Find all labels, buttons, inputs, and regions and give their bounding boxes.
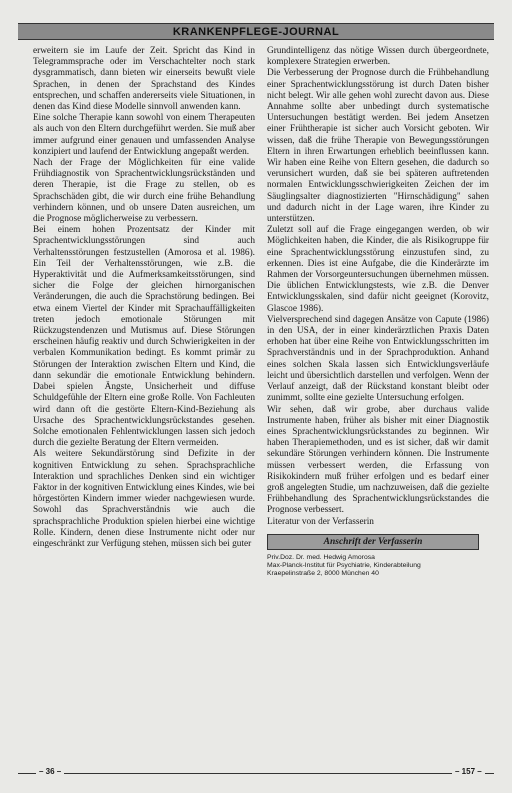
- left-page-number: – 36 –: [36, 767, 64, 776]
- right-page-number: – 157 –: [452, 767, 485, 776]
- paragraph: erweitern sie im Laufe der Zeit. Spricht das Kind in Telegrammsprache oder im Verschachtelter noch stark dysgrammatisch, dann bieten wir einerseits bewußt viele Sprachen, in denen der Sprachstand des Kindes entsprechen, und schaffen andererseits viele Situationen, in denen das Kind diese Modelle sinnvoll anwenden kann.: [33, 46, 255, 113]
- journal-header-bar: [18, 23, 494, 40]
- footer-rule: [18, 773, 494, 774]
- article-body: [33, 46, 489, 752]
- paragraph: Zuletzt soll auf die Frage eingegangen werden, ob wir Möglichkeiten haben, die Kinder, die als Risikogruppe für eine Sprachentwicklungsstörung einzustufen sind, zu erkennen. Dies ist eine Aufgabe, die die Kinderärzte im Rahmen der Vorsorgeuntersuchungen übernehmen müssen. Die üblichen Entwicklungstests, wie z.B. die Denver Entwicklungsskalen, sind dafür nicht geeignet (Korovitz, Glascoe 1986).: [267, 225, 489, 314]
- left-column: [33, 46, 255, 752]
- author-street: Kraepelinstraße 2, 8000 München 40: [267, 570, 379, 578]
- paragraph: Grundintelligenz das nötige Wissen durch übergeordnete, komplexere Strategien erwerben.: [267, 46, 489, 68]
- paragraph: Als weitere Sekundärstörung sind Defizite in der kognitiven Entwicklung zu sehen. Sprachsprachliche Interaktion und sprachliches Denken sind ein wichtiger Faktor in der kognitiven Entwicklung eines Kindes, wie bei hörgestörten Kindern immer wieder nachgewiesen wurde. Sowohl das Sprachverständnis wie auch die sprachsprachliche Produktion spielen hierbei eine wichtige Rolle. Kindern, denen diese Instrumente nicht oder nur eingeschränkt zur Verfügung stehen, müssen sich bei guter: [33, 449, 255, 549]
- author-box-label: Anschrift der Verfasserin: [323, 536, 423, 547]
- author-address: [267, 554, 489, 579]
- paragraph: Die Verbesserung der Prognose durch die Frühbehandlung einer Sprachentwicklungsstörung ist durch Daten bisher nicht belegt. Wir alle gehen wohl zurecht davon aus. Diese Annahme sollte aber unbedingt durch systematische Untersuchungen bestätigt werden. Bei jedem Ansetzen einer Frühtherapie ist sicher auch Vorsicht geboten. Wir wissen, daß die frühe Therapie von Bewegungsstörungen Eltern in ihren Erwartungen erheblich beeinflussen kann. Wir haben eine Reihe von Eltern gesehen, die dadurch so verunsichert wurden, daß sie bei späteren auftretenden normalen Entwicklungsschwierigkeiten Zeichen der im Säuglingsalter diagnostizierten "Hirnschädigung" sahen und dadurch nicht in der Lage waren, ihre Kinder zu unterstützen.: [267, 68, 489, 225]
- paragraph: Eine solche Therapie kann sowohl von einem Therapeuten als auch von den Eltern durchgeführt werden. Sie muß aber immer aufgrund einer genauen und umfassenden Analyse konzipiert und laufend der Entwicklung angepaßt werden.: [33, 113, 255, 157]
- author-address-box: [267, 534, 479, 550]
- journal-title: KRANKENPFLEGE-JOURNAL: [172, 25, 340, 38]
- paragraph: Nach der Frage der Möglichkeiten für eine valide Frühdiagnostik von Sprachentwicklungsrückständen und deren Therapie, ist die Frage zu stellen, ob es Sprachschäden gibt, die wir durch eine frühe Behandlung verhindern können, und ob unsere Daten ausreichen, um die Prognose möglicherweise zu verbessern.: [33, 158, 255, 225]
- paragraph: Wir sehen, daß wir grobe, aber durchaus valide Instrumente haben, früher als bisher mit einer Diagnostik eines Sprachentwicklungsrückstandes zu beginnen. Wir haben Therapiemethoden, und es ist sicher, daß wir damit sekundäre Störungen verhindern können. Die Instrumente müssen verbessert werden, die Erfassung von Risikokindern muß früher erfolgen und es bedarf einer groß angelegten Studie, um nachzuweisen, daß die gezielte Frühbehandlung des Sprachentwicklungsrückstandes die Prognose verbessert.: [267, 404, 489, 516]
- paragraph: Vielversprechend sind dagegen Ansätze von Capute (1986) in den USA, der in einer kinderärztlichen Praxis Daten erhoben hat über eine Reihe von Entwicklungsschritten im Sprachverständnis und in der Sprachproduktion. Anhand eines solchen Skala lassen sich Entwicklungsverläufe leicht und übersichtlich darstellen und verfolgen. Wenn der Verlauf anzeigt, daß der Rückstand konstant bleibt oder zunimmt, sollte eine gezielte Untersuchung erfolgen.: [267, 314, 489, 404]
- author-institute: Max-Planck-Institut für Psychiatrie, Kinderabteilung: [267, 562, 421, 570]
- author-name: Priv.Doz. Dr. med. Hedwig Amorosa: [267, 553, 375, 561]
- literature-note: Literatur von der Verfasserin: [267, 516, 374, 527]
- paragraph: Bei einem hohen Prozentsatz der Kinder mit Sprachentwicklungsstörungen sind auch Verhaltensstörungen festzustellen (Amorosa et al. 1986). Ein Teil der Verhaltensstörungen, wie z.B. die Hyperaktivität und die Aufmerksamkeitsstörungen, sind sicher die Folge der gleichen hirnorganischen Veränderungen, die auch die Sprachstörung bedingen. Bei etwa einem Viertel der Kinder mit Sprachauffälligkeiten treten jedoch emotionale Störungen mit Rückzugstendenzen und Mutismus auf. Diese Störungen erscheinen häufig reaktiv und durch Schwierigkeiten in der verbalen Kommunikation bedingt. Es kommt primär zu Störungen der Interaktion zwischen Eltern und Kind, die dann sekundär die emotionale Entwicklung behindern. Dabei spielen Ängste, Unsicherheit und diffuse Schuldgefühle der Eltern eine große Rolle. Von Fachleuten wird dann oft die gestörte Eltern-Kind-Beziehung als Ursache des Sprachentwicklungsrückstandes gesehen. Solche emotionalen Fehlentwicklungen lassen sich jedoch durch die gezielte Beratung der Eltern vermeiden.: [33, 225, 255, 449]
- right-column: [267, 46, 489, 752]
